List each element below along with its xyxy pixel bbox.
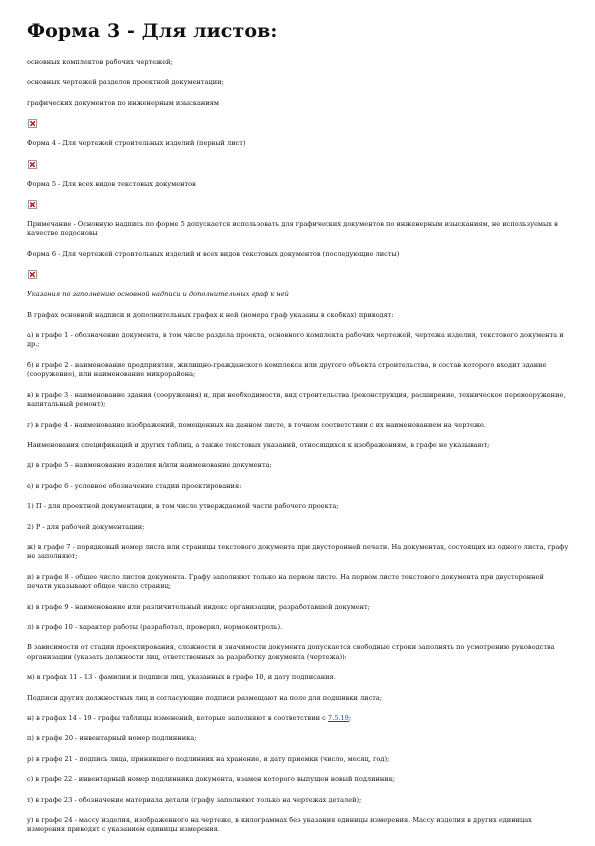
paragraph: В графах основной надписи и дополнительных графах к ней (номера граф указаны в скобках) приводят: bbox=[27, 310, 394, 319]
paragraph: р) в графе 21 - подпись лица, принявшего подлинник на хранение, и дату приемки (число, месяц, год); bbox=[27, 754, 390, 763]
paragraph: б) в графе 2 - наименование предприятия, жилищно-гражданского комплекса или другого объекта строительства, в состав которого входит здание (сооружение), или наименование микрорайона; bbox=[27, 360, 547, 379]
paragraph: у) в графе 24 - массу изделия, изображенного на чертеже, в килограммах без указания единицы измерения. Массу изделия в других единицах измерения приводят с указанием единицы измерения. bbox=[27, 816, 532, 834]
paragraph: Подписи других должностных лиц и согласующие подписи размещают на поле для подшивки листа; bbox=[27, 693, 383, 702]
section-heading: Указания по заполнению основной надписи и дополнительных граф к ней bbox=[27, 290, 289, 299]
paragraph: Примечание - Основную надпись по форме 5 допускается использовать для графических документов по инженерным изысканиям, не используемых в качестве подосновы bbox=[27, 220, 558, 238]
paragraph: м) в графах 11 - 13 - фамилии и подписи лиц, указанных в графе 10, и дату подписания. bbox=[27, 673, 336, 682]
paragraph: Форма 4 - Для чертежей строительных изделий (первый лист) bbox=[27, 139, 246, 148]
paragraph: п) в графе 20 - инвентарный номер подлинника; bbox=[27, 734, 197, 743]
paragraph: с) в графе 22 - инвентарный номер подлинника документа, взамен которого выпущен новый подлинник; bbox=[27, 775, 396, 784]
paragraph-text: н) в графах 14 - 19 - графы таблицы изменений, которые заполняют в соответствии с bbox=[27, 714, 328, 722]
paragraph: к) в графе 9 - наименование или различительный индекс организации, разработавшей документ; bbox=[27, 602, 370, 611]
paragraph: Наименования спецификаций и других таблиц, а также текстовых указаний, относящихся к изображениям, в графе не указывают; bbox=[27, 440, 490, 449]
paragraph: графических документов по инженерным изысканиям bbox=[27, 98, 219, 107]
paragraph: 1) П - для проектной документации, в том числе утверждаемой части рабочего проекта; bbox=[27, 502, 339, 511]
paragraph: т) в графе 23 - обозначение материала детали (графу заполняют только на чертежах деталей); bbox=[27, 795, 362, 804]
broken-image-icon bbox=[28, 200, 37, 209]
paragraph: основных комплектов рабочих чертежей; bbox=[27, 58, 173, 66]
page-title: Форма 3 - Для листов: bbox=[27, 20, 278, 42]
paragraph-text-end: ; bbox=[348, 714, 352, 722]
broken-image-icon bbox=[28, 270, 37, 279]
paragraph: Форма 5 - Для всех видов текстовых документов bbox=[27, 179, 196, 188]
paragraph: л) в графе 10 - характер работы (разработал, проверил, нормоконтроль). bbox=[27, 622, 283, 631]
broken-image-icon bbox=[28, 160, 37, 169]
paragraph: 2) Р - для рабочей документации; bbox=[27, 522, 145, 531]
paragraph: г) в графе 4 - наименование изображений, помещенных на данном листе, в точном соответствии с их наименованием на чертеже. bbox=[27, 420, 487, 429]
paragraph: д) в графе 5 - наименование изделия и/или наименование документа; bbox=[27, 461, 272, 470]
paragraph: ж) в графе 7 - порядковый номер листа или страницы текстового документа при двусторонней печати. На документах, состоящих из одного листа, графу не заполняют; bbox=[27, 542, 569, 561]
section-link[interactable]: 7.5.19 bbox=[327, 714, 349, 722]
broken-image-icon bbox=[28, 119, 37, 128]
document-page bbox=[27, 20, 569, 846]
paragraph bbox=[27, 714, 569, 723]
document-content bbox=[27, 58, 569, 835]
paragraph: в) в графе 3 - наименование здания (сооружения) и, при необходимости, вид строительства (реконструкция, расширение, техническое перевооружение, капитальный ремонт); bbox=[27, 390, 566, 409]
paragraph: и) в графе 8 - общее число листов документа. Графу заполняют только на первом листе. На первом листе текстового документа при двусторонней печати указывают общее число страниц; bbox=[27, 572, 544, 591]
paragraph: е) в графе 6 - условное обозначение стадии проектирования: bbox=[27, 481, 242, 490]
paragraph: Форма 6 - Для чертежей строительных изделий и всех видов текстовых документов (последующие листы) bbox=[27, 249, 400, 258]
paragraph: В зависимости от стадии проектирования, сложности и значимости документа допускается свободные строки заполнять по усмотрению руководства организации (указать должности лиц, ответственных за разработку документа (чертежа)): bbox=[27, 643, 555, 661]
paragraph: а) в графе 1 - обозначение документа, в том числе раздела проекта, основного комплекта рабочих чертежей, чертежа изделия, текстового документа и др.; bbox=[27, 331, 564, 349]
paragraph: основных чертежей разделов проектной документации; bbox=[27, 78, 224, 87]
